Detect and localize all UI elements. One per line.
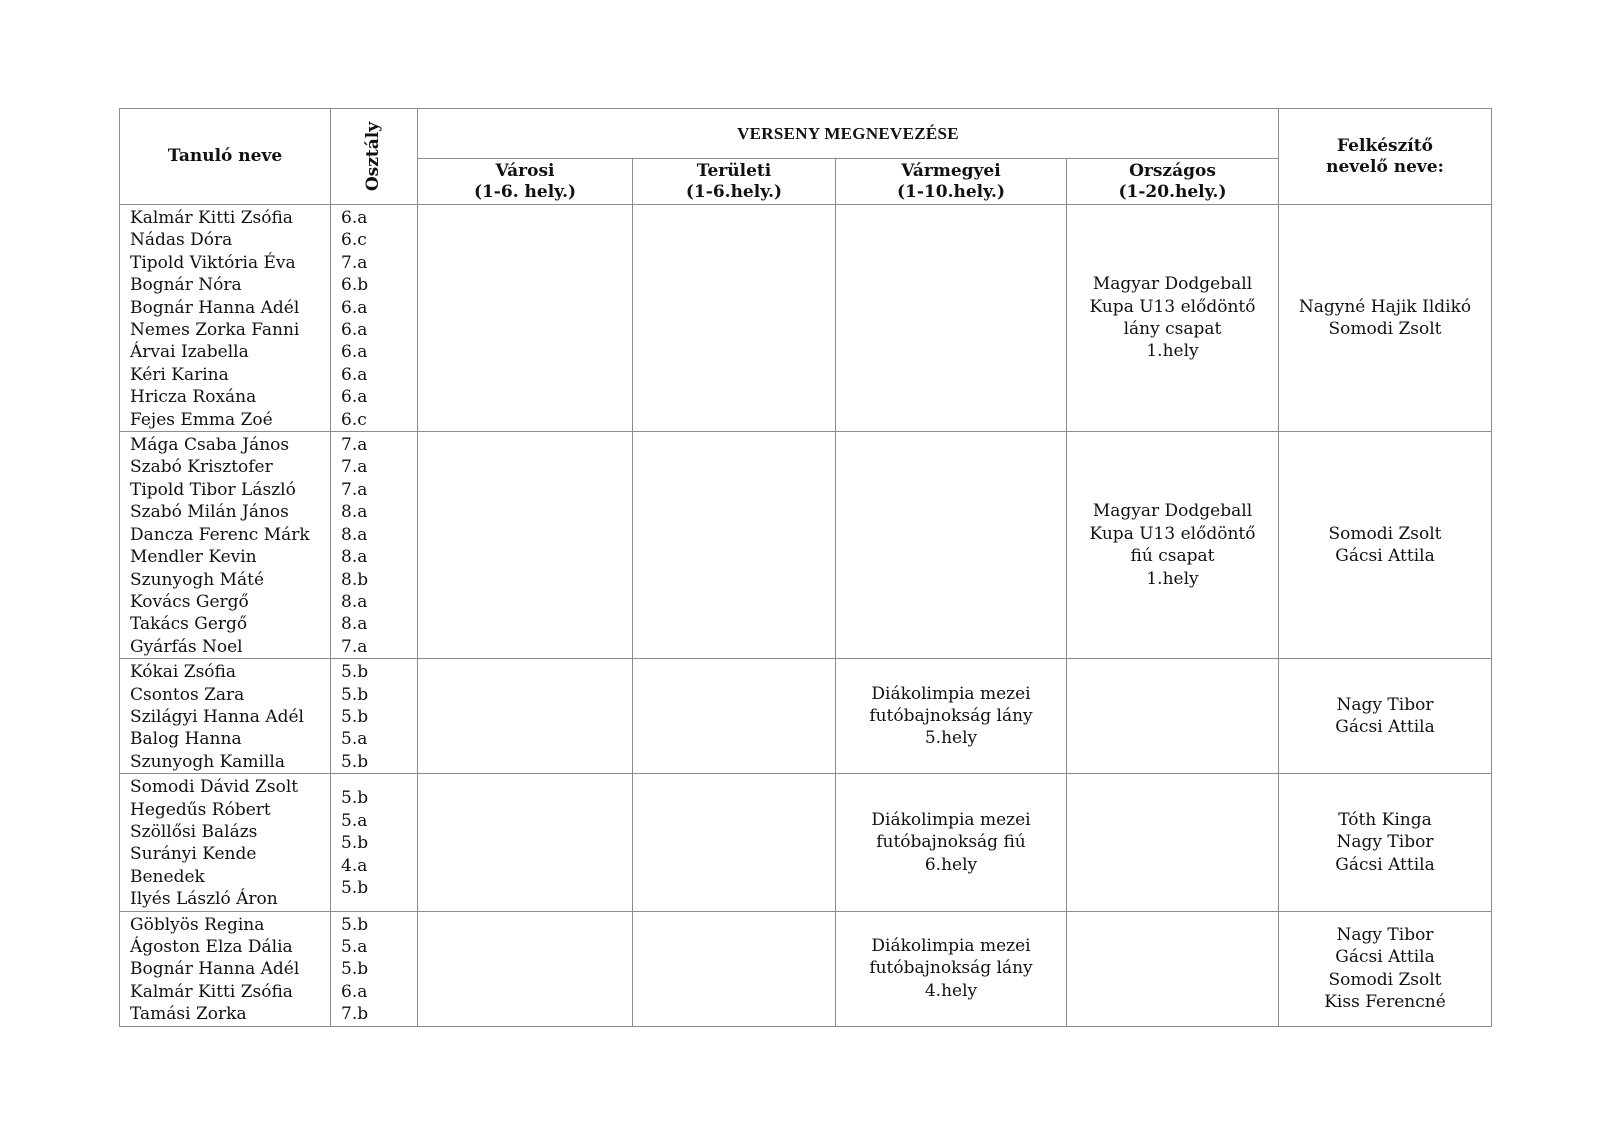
student-name: Mága Csaba János [130, 435, 290, 456]
student-name: Takács Gergő [130, 614, 248, 635]
student-name: Kókai Zsófia [130, 662, 237, 683]
student-name-header-text: Tanuló neve [167, 146, 283, 166]
teruleti-result-cell [633, 205, 836, 432]
student-class: 5.a [341, 729, 368, 750]
student-class: 7.a [341, 435, 368, 456]
result-line: Magyar Dodgeball [1092, 501, 1253, 522]
teacher-name: Nagy Tibor [1336, 924, 1434, 945]
student-class: 6.a [341, 320, 368, 341]
class-header-text: Osztály [363, 121, 384, 192]
student-name: Szunyogh Kamilla [130, 751, 285, 772]
class-cell [331, 911, 418, 1026]
level-name: Területi [696, 160, 772, 181]
varmegyei-result-cell [836, 774, 1067, 911]
level-name: Vármegyei [901, 160, 1001, 181]
student-names-cell [120, 432, 331, 659]
student-name: Ágoston Elza Dália [130, 937, 293, 957]
teacher-name: Somodi Zsolt [1328, 969, 1442, 990]
orszagos-result-cell [1067, 659, 1279, 774]
teacher-header-line: nevelő neve: [1326, 156, 1444, 177]
competition-title-text: VERSENY MEGNEVEZÉSE [737, 124, 959, 143]
varmegyei-result-cell [836, 659, 1067, 774]
level-range: (1-6. hely.) [473, 181, 577, 202]
student-class: 6.c [341, 409, 367, 430]
orszagos-result-cell [1067, 432, 1279, 659]
table-row [120, 205, 1492, 432]
varmegyei-result-cell [836, 432, 1067, 659]
teacher-name: Gácsi Attila [1335, 947, 1435, 968]
teacher-names-cell [1279, 774, 1492, 911]
student-class: 6.a [341, 208, 368, 228]
table-row [120, 659, 1492, 774]
student-names-cell [120, 774, 331, 911]
student-names-cell [120, 659, 331, 774]
student-name: Tipold Tibor László [130, 479, 296, 500]
student-name: Bognár Hanna Adél [130, 959, 300, 980]
student-class: 5.b [341, 706, 369, 727]
student-class: 8.a [341, 502, 368, 523]
teacher-header [1279, 109, 1492, 205]
student-name: Kalmár Kitti Zsófia [130, 981, 293, 1002]
class-cell [331, 659, 418, 774]
orszagos-result-cell [1067, 911, 1279, 1026]
teacher-header-line: Felkészítő [1337, 135, 1433, 156]
student-class: 8.a [341, 591, 368, 612]
teacher-name: Nagy Tibor [1336, 694, 1434, 715]
student-class: 7.a [341, 457, 368, 478]
result-line: futóbajnokság fiú [876, 832, 1026, 853]
student-name: Nemes Zorka Fanni [130, 320, 300, 341]
level-header-orszagos [1067, 159, 1279, 205]
teacher-name: Gácsi Attila [1335, 717, 1435, 738]
student-name: Hricza Roxána [130, 387, 257, 408]
result-line: futóbajnokság lány [869, 958, 1033, 979]
student-name: Tipold Viktória Éva [130, 252, 296, 273]
student-name: Hegedűs Róbert [130, 799, 271, 820]
teruleti-result-cell [633, 774, 836, 911]
student-name: Kalmár Kitti Zsófia [130, 208, 293, 228]
student-name: Kéri Karina [130, 364, 229, 385]
student-class: 5.a [341, 937, 368, 957]
student-class: 5.a [341, 810, 368, 831]
student-class: 5.b [341, 877, 369, 898]
student-class: 5.b [341, 788, 369, 809]
student-name: Tamási Zorka [130, 1004, 247, 1025]
teacher-name: Nagy Tibor [1336, 832, 1434, 853]
level-header-teruleti [633, 159, 836, 205]
student-name: Somodi Dávid Zsolt [130, 777, 299, 798]
competition-title-header [418, 109, 1279, 159]
student-class: 7.a [341, 252, 368, 273]
student-class: 8.a [341, 547, 368, 568]
level-range: (1-10.hely.) [896, 181, 1006, 202]
varosi-result-cell [418, 659, 633, 774]
student-name: Szabó Milán János [130, 502, 289, 523]
teacher-name: Gácsi Attila [1335, 546, 1435, 567]
result-line: futóbajnokság lány [869, 705, 1033, 726]
student-name: Bognár Hanna Adél [130, 297, 300, 318]
student-name: Mendler Kevin [130, 547, 257, 568]
teacher-name: Kiss Ferencné [1324, 992, 1446, 1013]
result-line: lány csapat [1123, 319, 1222, 340]
student-class: 6.a [341, 364, 368, 385]
teruleti-result-cell [633, 432, 836, 659]
student-names-cell [120, 911, 331, 1026]
result-line: Diákolimpia mezei [871, 683, 1031, 704]
table-row [120, 911, 1492, 1026]
teacher-name: Somodi Zsolt [1328, 523, 1442, 544]
result-line: Diákolimpia mezei [871, 809, 1031, 830]
class-cell [331, 205, 418, 432]
student-class: 6.a [341, 297, 368, 318]
student-name: Szabó Krisztofer [130, 457, 273, 478]
student-name: Dancza Ferenc Márk [130, 524, 310, 545]
student-name: Göblyös Regina [130, 914, 265, 935]
table-row [120, 432, 1492, 659]
result-line: 1.hely [1146, 341, 1199, 362]
level-range: (1-20.hely.) [1118, 181, 1227, 202]
student-class: 6.b [341, 275, 369, 296]
varosi-result-cell [418, 432, 633, 659]
level-range: (1-6.hely.) [685, 181, 783, 202]
result-line: fiú csapat [1130, 546, 1215, 567]
student-name: Szilágyi Hanna Adél [130, 706, 304, 727]
table-row [120, 774, 1492, 911]
student-name: Bognár Nóra [130, 275, 242, 296]
student-name: Szunyogh Máté [130, 569, 265, 590]
result-line: 5.hely [924, 728, 978, 749]
varmegyei-result-cell [836, 205, 1067, 432]
student-class: 7.b [341, 1004, 369, 1025]
student-class: 8.a [341, 524, 368, 545]
student-class: 5.b [341, 751, 369, 772]
class-header [331, 109, 418, 205]
student-class: 5.b [341, 684, 369, 705]
class-cell [331, 432, 418, 659]
teacher-name: Somodi Zsolt [1328, 319, 1442, 340]
competition-results-table [119, 108, 1492, 1027]
student-class: 7.a [341, 636, 368, 657]
varosi-result-cell [418, 205, 633, 432]
student-name: Benedek [130, 866, 205, 887]
level-name: Országos [1129, 160, 1216, 181]
teacher-name: Tóth Kinga [1338, 809, 1432, 830]
student-class: 6.c [341, 230, 367, 251]
student-class: 5.b [341, 959, 369, 980]
student-class: 8.a [341, 614, 368, 635]
student-name: Fejes Emma Zoé [130, 409, 273, 430]
student-name-header [120, 109, 331, 205]
teacher-names-cell [1279, 659, 1492, 774]
student-name: Surányi Kende [130, 844, 257, 865]
teacher-names-cell [1279, 205, 1492, 432]
student-class: 6.a [341, 981, 368, 1002]
student-class: 4.a [341, 855, 368, 876]
teruleti-result-cell [633, 911, 836, 1026]
student-class: 6.a [341, 342, 368, 363]
teruleti-result-cell [633, 659, 836, 774]
orszagos-result-cell [1067, 205, 1279, 432]
student-class: 8.b [341, 569, 369, 590]
teacher-name: Nagyné Hajik Ildikó [1298, 296, 1472, 317]
result-line: 4.hely [924, 980, 978, 1001]
student-class: 7.a [341, 479, 368, 500]
varosi-result-cell [418, 774, 633, 911]
student-name: Kovács Gergő [130, 591, 249, 612]
teacher-names-cell [1279, 432, 1492, 659]
student-name: Szöllősi Balázs [130, 821, 258, 842]
teacher-names-cell [1279, 911, 1492, 1026]
student-class: 6.a [341, 387, 368, 408]
result-line: 6.hely [924, 854, 978, 875]
teacher-name: Gácsi Attila [1335, 854, 1435, 875]
level-name: Városi [495, 160, 555, 181]
varmegyei-result-cell [836, 911, 1067, 1026]
level-header-varmegyei [836, 159, 1067, 205]
student-name: Árvai Izabella [130, 342, 249, 363]
student-class: 5.b [341, 914, 369, 935]
student-name: Ilyés László Áron [130, 889, 278, 910]
result-line: Magyar Dodgeball [1092, 274, 1253, 295]
student-class: 5.b [341, 662, 369, 683]
result-line: Kupa U13 elődöntő [1089, 523, 1256, 544]
result-line: 1.hely [1146, 568, 1199, 589]
student-name: Nádas Dóra [130, 230, 233, 251]
varosi-result-cell [418, 911, 633, 1026]
class-cell [331, 774, 418, 911]
orszagos-result-cell [1067, 774, 1279, 911]
student-name: Gyárfás Noel [130, 636, 243, 657]
result-line: Kupa U13 elődöntő [1089, 296, 1256, 317]
student-name: Csontos Zara [130, 684, 245, 705]
student-names-cell [120, 205, 331, 432]
level-header-varosi [418, 159, 633, 205]
student-class: 5.b [341, 833, 369, 854]
result-line: Diákolimpia mezei [871, 936, 1031, 956]
student-name: Balog Hanna [130, 729, 242, 750]
